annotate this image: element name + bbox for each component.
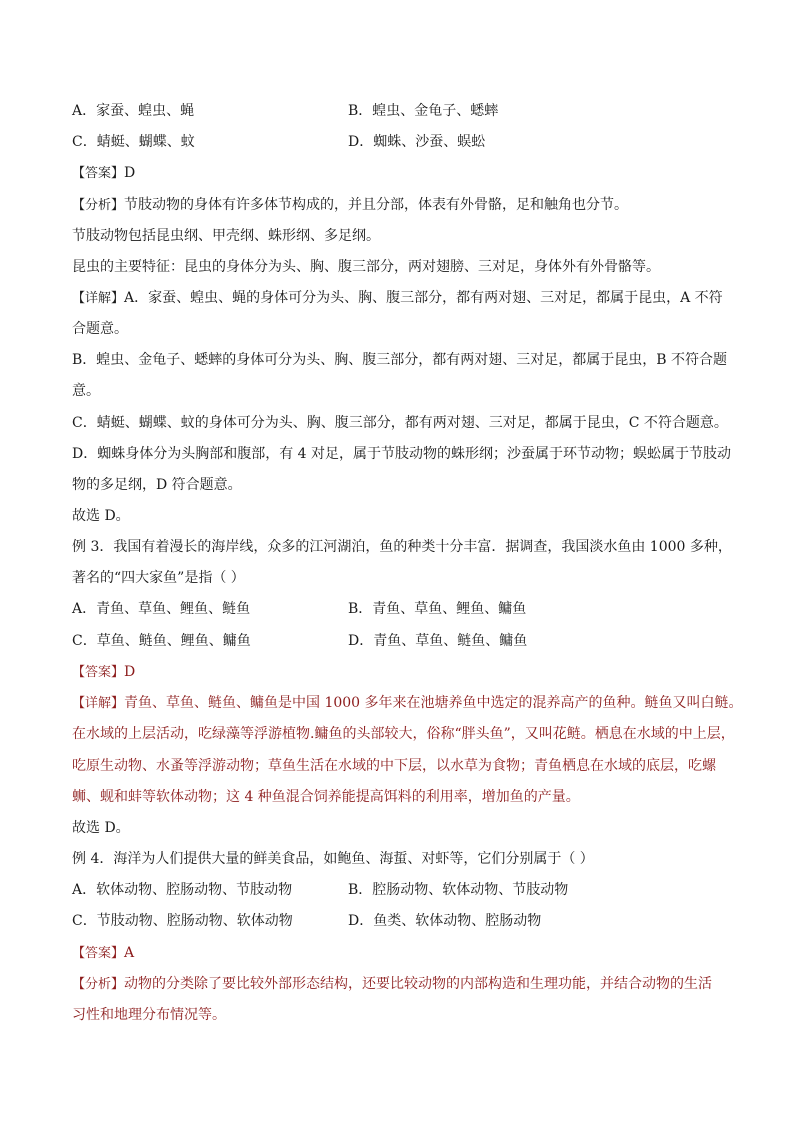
detail-line-a2: 合题意。 [72,321,128,337]
q3-detail-line-1 [72,693,743,714]
conclusion-line: 故选 D。 [72,508,130,524]
analysis-line-2: 节肢动物包括昆虫纲、甲壳纲、蛛形纲、多足纲。 [72,228,380,244]
detail-line-c1: C．蜻蜓、蝴蝶、蚊的身体可分为头、胸、腹三部分，都有两对翅、三对足，都属于昆虫，C 不符合题意。 [72,415,728,431]
q3-detail-text: 青鱼、草鱼、鲢鱼、鳙鱼是中国 1000 多年来在池塘养鱼中选定的混养高产的鱼种。鲢鱼又叫白鲢。 [124,695,743,711]
q3-option-c: C．草鱼、鲢鱼、鲤鱼、鳙鱼 [72,633,251,649]
q3-answer-value: D [124,664,136,680]
q3-detail-line-2: 在水域的上层活动，吃绿藻等浮游植物.鳙鱼的头部较大，俗称“胖头鱼”，又叫花鲢。栖息在水域的中上层， [72,726,735,742]
detail-line-d1: D．蜘蛛身体分为头胸部和腹部，有 4 对足，属于节肢动物的蛛形纲；沙蚕属于环节动物；蜈蚣属于节肢动 [72,446,732,462]
q3-answer-line [72,662,135,683]
q4-answer-value: A [124,945,135,961]
q3-stem-line-2: 著名的“四大家鱼”是指（ ） [72,570,245,586]
q3-detail-line-3: 吃原生动物、水蚤等浮游动物；草鱼生活在水域的中下层，以水草为食物；青鱼栖息在水域的底层，吃螺 [72,758,716,774]
q3-answer-tag: 【答案】 [72,665,125,680]
q4-stem-line: 例 4．海洋为人们提供大量的鲜美食品，如鲍鱼、海蜇、对虾等，它们分别属于（ ） [72,851,594,867]
q4-analysis-tag: 【分析】 [72,977,125,992]
q4-option-a: A．软体动物、腔肠动物、节肢动物 [72,882,293,898]
q4-answer-line [72,943,134,964]
detail-line-d2: 物的多足纲，D 符合题意。 [72,477,242,493]
q4-analysis-text: 动物的分类除了要比较外部形态结构，还要比较动物的内部构造和生理功能，并结合动物的生活 [124,976,713,992]
q3-detail-tag: 【详解】 [72,696,125,711]
q3-option-b: B．青鱼、草鱼、鲤鱼、鳙鱼 [348,601,527,617]
q4-analysis-line-1 [72,974,712,995]
q3-detail-line-4: 蛳、蚬和蚌等软体动物；这 4 种鱼混合饲养能提高饵料的利用率，增加鱼的产量。 [72,789,580,805]
analysis-line-3: 昆虫的主要特征：昆虫的身体分为头、胸、腹三部分，两对翅膀、三对足，身体外有外骨骼等。 [72,259,660,275]
detail-line-a1 [72,288,723,309]
q4-answer-tag: 【答案】 [72,946,125,961]
analysis-text: 节肢动物的身体有许多体节构成的，并且分部，体表有外骨骼，足和触角也分节。 [124,197,629,213]
option-c: C．蜻蜓、蝴蝶、蚊 [72,134,195,150]
detail-line-b2: 意。 [72,383,100,399]
option-d: D．蜘蛛、沙蚕、蜈蚣 [348,134,486,150]
q3-option-d: D．青鱼、草鱼、鲢鱼、鳙鱼 [348,633,528,649]
q3-stem-line-1: 例 3．我国有着漫长的海岸线，众多的江河湖泊，鱼的种类十分丰富．据调查，我国淡水鱼由 1000 多种， [72,539,732,555]
q4-option-b: B．腔肠动物、软体动物、节肢动物 [348,882,569,898]
answer-value: D [124,165,136,181]
q3-option-a: A．青鱼、草鱼、鲤鱼、鲢鱼 [72,601,251,617]
q4-option-c: C．节肢动物、腔肠动物、软体动物 [72,913,293,929]
answer-tag: 【答案】 [72,166,125,181]
analysis-tag: 【分析】 [72,198,125,213]
answer-line [72,163,135,184]
q3-conclusion-line: 故选 D。 [72,820,130,836]
option-b: B．蝗虫、金龟子、蟋蟀 [348,103,499,119]
q4-option-d: D．鱼类、软体动物、腔肠动物 [348,913,542,929]
detail-tag: 【详解】 [72,291,125,306]
analysis-line [72,195,628,216]
detail-line-b1: B．蝗虫、金龟子、蟋蟀的身体可分为头、胸、腹三部分，都有两对翅、三对足，都属于昆虫，B 不符合题 [72,352,728,368]
detail-text: A．家蚕、蝗虫、蝇的身体可分为头、胸、腹三部分，都有两对翅、三对足，都属于昆虫，A 不符 [124,290,723,306]
q4-analysis-line-2: 习性和地理分布情况等。 [72,1007,226,1023]
option-a: A．家蚕、蝗虫、蝇 [72,103,195,119]
